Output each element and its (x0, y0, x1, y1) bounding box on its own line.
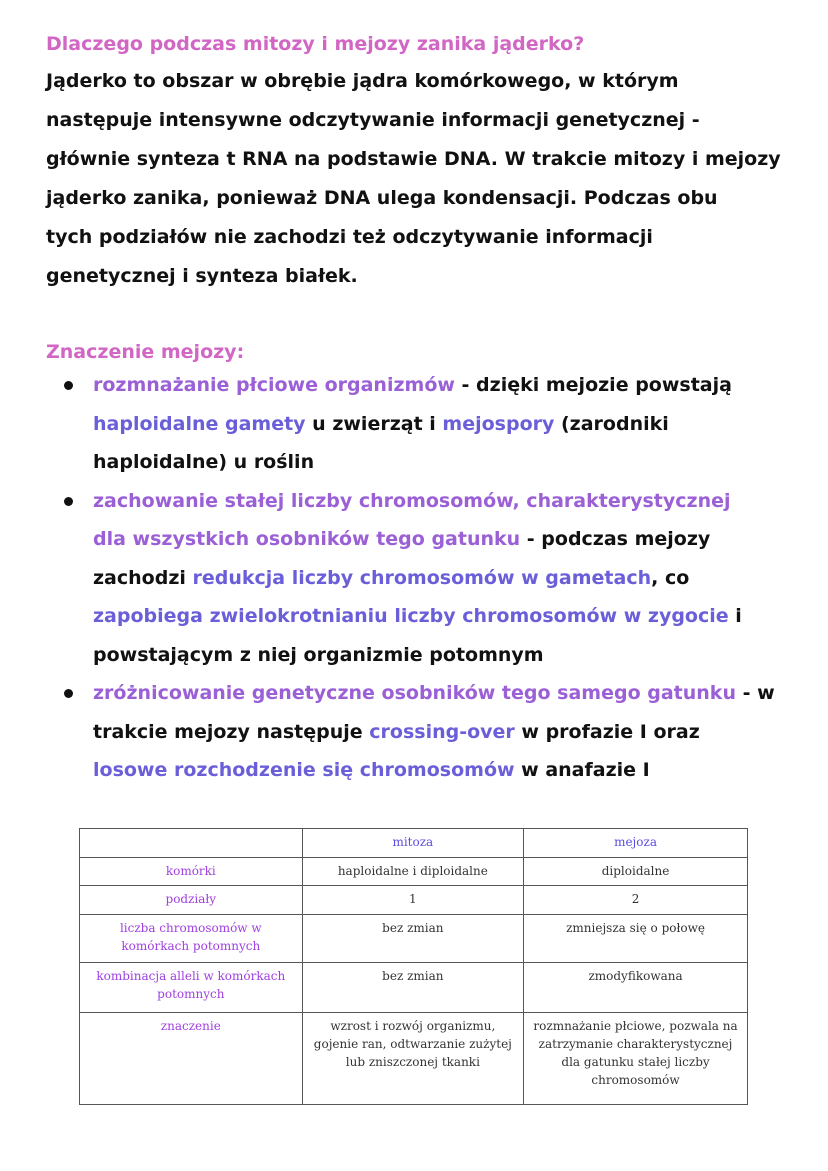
key-term: redukcja liczby chromosomów w gametach (192, 566, 652, 589)
cell-line: gojenie ran, odtwarzanie zużytej (313, 1037, 512, 1051)
section-heading-meiosis-significance: Znaczenie mejozy: (46, 341, 245, 363)
meiosis-significance-list (58, 373, 798, 797)
paragraph-line: Jąderko to obszar w obrębie jądra komórkowego, w którym (46, 70, 679, 92)
row-label: podziały (80, 886, 303, 915)
paragraph-line: głównie synteza t RNA na podstawie DNA. W trakcie mitozy i mejozy (46, 148, 781, 170)
row-label (80, 915, 303, 963)
bullet-text: i (728, 605, 742, 627)
cell-mejoza: zmniejsza się o połowę (524, 915, 748, 963)
mitosis-meiosis-comparison-table (79, 828, 748, 1105)
section-heading-nucleolus: Dlaczego podczas mitozy i mejozy zanika jąderko? (46, 33, 585, 55)
table-row (80, 963, 748, 1013)
bullet-text: w anafazie I (514, 759, 650, 781)
row-label-line: kombinacja alleli w komórkach (96, 969, 286, 983)
key-term: zróżnicowanie genetyczne osobników tego samego gatunku (93, 682, 736, 704)
bullet-line (93, 643, 798, 682)
bullet-text: u zwierząt i (305, 412, 443, 435)
cell-line: zatrzymanie charakterystycznej (538, 1037, 733, 1051)
bullet-text: , co (651, 566, 690, 589)
row-label: znaczenie (80, 1013, 303, 1105)
bullet-text: haploidalne) u roślin (93, 451, 315, 473)
bullet-line (93, 489, 798, 528)
cell-mitoza: 1 (302, 886, 523, 915)
cell-mitoza: bez zmian (302, 915, 523, 963)
bullet-line (93, 450, 798, 489)
bullet-dot-icon (64, 381, 73, 390)
bullet-line (93, 527, 798, 566)
bullet-line (93, 758, 798, 797)
row-label-line: komórkach potomnych (121, 939, 261, 953)
bullet-text: trakcie mejozy następuje (93, 720, 370, 743)
paragraph-line: następuje intensywne odczytywanie informacji genetycznej - (46, 109, 700, 131)
table-row (80, 858, 748, 886)
cell-mejoza: 2 (524, 886, 748, 915)
bullet-text: - podczas mejozy (520, 528, 711, 550)
bullet-text: w profazie I oraz (514, 720, 700, 743)
cell-mejoza: zmodyfikowana (524, 963, 748, 1013)
key-term: rozmnażanie płciowe organizmów (93, 374, 455, 396)
bullet-text: - w (735, 682, 775, 704)
key-term: crossing-over (369, 720, 515, 743)
key-term: dla wszystkich osobników tego gatunku (93, 528, 521, 550)
bullet-line (93, 566, 798, 605)
table-row (80, 915, 748, 963)
bullet-line (93, 412, 798, 451)
cell-mitoza: haploidalne i diploidalne (302, 858, 523, 886)
list-item-genetic-diversity (58, 681, 798, 797)
cell-line: rozmnażanie płciowe, pozwala na (533, 1019, 738, 1033)
cell-mejoza (524, 1013, 748, 1105)
row-label: komórki (80, 858, 303, 886)
table-header-row (80, 829, 748, 858)
row-label (80, 963, 303, 1013)
bullet-text: zachodzi (93, 566, 193, 589)
table-header-mitoza: mitoza (302, 829, 523, 858)
bullet-line (93, 681, 798, 720)
bullet-line (93, 373, 798, 412)
cell-line: dla gatunku stałej liczby (561, 1055, 710, 1069)
bullet-dot-icon (64, 689, 73, 698)
cell-line: wzrost i rozwój organizmu, (330, 1019, 496, 1033)
paragraph-line: jąderko zanika, ponieważ DNA ulega kondensacji. Podczas obu (46, 187, 718, 209)
row-label-line: liczba chromosomów w (119, 921, 262, 935)
bullet-dot-icon (64, 497, 73, 506)
list-item-constant-chromosome-number (58, 489, 798, 682)
bullet-line (93, 604, 798, 643)
row-label-line: potomnych (157, 987, 225, 1001)
key-term: haploidalne gamety (93, 412, 306, 435)
key-term: mejospory (442, 412, 555, 435)
cell-mejoza: diploidalne (524, 858, 748, 886)
bullet-text: powstającym z niej organizmie potomnym (93, 643, 544, 666)
table-row (80, 1013, 748, 1105)
key-term: zachowanie stałej liczby chromosomów, charakterystycznej (93, 489, 731, 512)
table-header-empty (80, 829, 303, 858)
key-term: losowe rozchodzenie się chromosomów (93, 759, 515, 781)
cell-mitoza (302, 1013, 523, 1105)
table-row (80, 886, 748, 915)
cell-line: chromosomów (591, 1073, 680, 1087)
cell-mitoza: bez zmian (302, 963, 523, 1013)
paragraph-line: tych podziałów nie zachodzi też odczytywanie informacji (46, 226, 653, 248)
list-item-sexual-reproduction (58, 373, 798, 489)
table-header-mejoza: mejoza (524, 829, 748, 858)
key-term: zapobiega zwielokrotnianiu liczby chromosomów w zygocie (93, 605, 729, 627)
bullet-line (93, 720, 798, 759)
bullet-text: - dzięki mejozie powstają (454, 374, 732, 396)
cell-line: lub zniszczonej tkanki (345, 1055, 480, 1069)
paragraph-line: genetycznej i synteza białek. (46, 265, 358, 287)
nucleolus-paragraph (46, 69, 806, 303)
bullet-text: (zarodniki (554, 412, 669, 435)
